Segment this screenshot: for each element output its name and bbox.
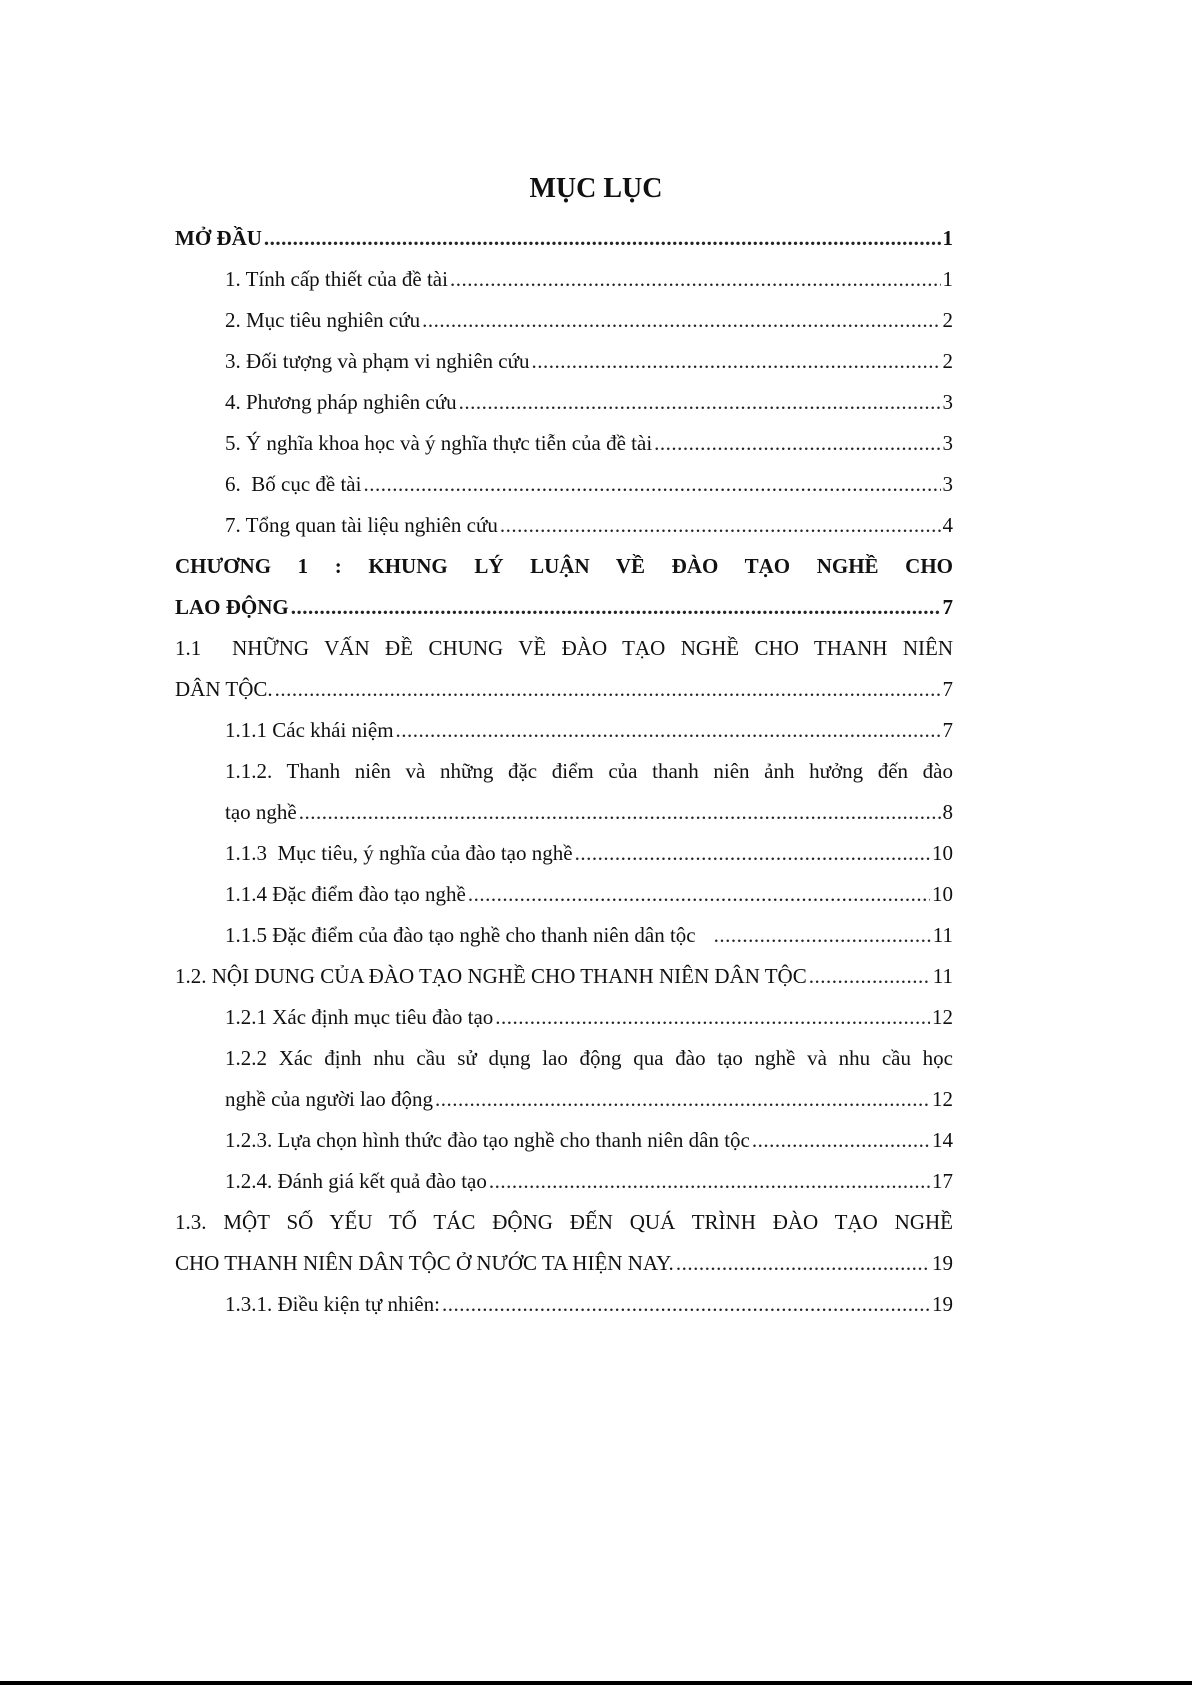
dot-leader — [468, 874, 930, 915]
toc-entry-text: 1.2.4. Đánh giá kết quả đào tạo — [225, 1169, 487, 1193]
toc-entry-text: 1.2. NỘI DUNG CỦA ĐÀO TẠO NGHỀ CHO THANH NIÊN DÂN TỘC — [175, 964, 807, 988]
toc-entry-text: 2. Mục tiêu nghiên cứu — [225, 308, 421, 332]
dot-leader — [676, 1243, 930, 1284]
toc-entry-text-line1: 1.3. MỘT SỐ YẾU TỐ TÁC ĐỘNG ĐẾN QUÁ TRÌNH ĐÀO TẠO NGHỀ — [175, 1210, 953, 1234]
toc-entry-1-2-2[interactable] — [175, 1038, 953, 1120]
dot-leader — [500, 505, 941, 546]
toc-entry-text: 1.1.1 Các khái niệm — [225, 718, 394, 742]
toc-page-number: 11 — [932, 923, 953, 947]
toc-entry-text: CHO THANH NIÊN DÂN TỘC Ở NƯỚC TA HIỆN NAY. — [175, 1251, 674, 1275]
toc-entry-5[interactable] — [175, 423, 953, 464]
toc-entry-1-1-3[interactable] — [175, 833, 953, 874]
toc-page-number: 3 — [942, 390, 953, 414]
toc-entry-text: 1.1.4 Đặc điểm đào tạo nghề — [225, 882, 466, 906]
toc-entry-text: DÂN TỘC. — [175, 677, 273, 701]
toc-page-number: 19 — [932, 1292, 953, 1316]
toc-page-number: 11 — [932, 964, 953, 988]
toc-entry-chuong-1[interactable] — [175, 546, 953, 628]
page-title: MỤC LỤC — [529, 173, 663, 204]
toc-entry-4[interactable] — [175, 382, 953, 423]
dot-leader — [442, 1284, 930, 1325]
toc-page-number: 14 — [932, 1128, 953, 1152]
dot-leader — [299, 792, 941, 833]
dot-leader — [422, 300, 940, 341]
toc-page-number: 7 — [942, 718, 953, 742]
toc-entry-6[interactable] — [175, 464, 953, 505]
toc-entry-1-3[interactable] — [175, 1202, 953, 1284]
toc-entry-text-line1: 1.2.2 Xác định nhu cầu sử dụng lao động qua đào tạo nghề và nhu cầu học — [225, 1046, 953, 1070]
toc-entry-text: 1. Tính cấp thiết của đề tài — [225, 267, 448, 291]
toc-entry-2[interactable] — [175, 300, 953, 341]
dot-leader — [450, 259, 941, 300]
toc-entry-7[interactable] — [175, 505, 953, 546]
toc-entry-text: 1.1.3 Mục tiêu, ý nghĩa của đào tạo nghề — [225, 841, 573, 865]
toc-page-number: 7 — [942, 677, 953, 701]
toc-page-number: 2 — [942, 308, 953, 332]
toc-entry-1-1-2[interactable] — [175, 751, 953, 833]
toc-entry-1-3-1[interactable] — [175, 1284, 953, 1325]
toc-entry-text: LAO ĐỘNG — [175, 595, 289, 619]
table-of-contents — [175, 218, 953, 1325]
toc-entry-text: MỞ ĐẦU — [175, 226, 262, 250]
dot-leader — [459, 382, 941, 423]
toc-entry-text: 1.3.1. Điều kiện tự nhiên: — [225, 1292, 440, 1316]
toc-entry-text: 3. Đối tượng và phạm vi nghiên cứu — [225, 349, 530, 373]
page-bottom-border — [0, 1681, 1192, 1685]
dot-leader — [489, 1161, 930, 1202]
toc-entry-text: 7. Tổng quan tài liệu nghiên cứu — [225, 513, 498, 537]
toc-entry-mo-dau[interactable] — [175, 218, 953, 259]
toc-page-number: 12 — [932, 1005, 953, 1029]
toc-entry-text: 1.1.5 Đặc điểm của đào tạo nghề cho thanh niên dân tộc — [225, 923, 696, 947]
toc-page-number: 12 — [932, 1087, 953, 1111]
toc-entry-1-2-3[interactable] — [175, 1120, 953, 1161]
dot-leader — [714, 915, 931, 956]
toc-page-number: 1 — [942, 267, 953, 291]
dot-leader — [275, 669, 941, 710]
toc-page-number: 4 — [942, 513, 953, 537]
toc-entry-text: 5. Ý nghĩa khoa học và ý nghĩa thực tiễn của đề tài — [225, 431, 653, 455]
dot-leader — [495, 997, 930, 1038]
dot-leader — [752, 1120, 930, 1161]
toc-page-number: 2 — [942, 349, 953, 373]
toc-page-number: 7 — [942, 595, 953, 619]
toc-entry-1-1[interactable] — [175, 628, 953, 710]
toc-entry-1-2[interactable] — [175, 956, 953, 997]
toc-entry-1-2-4[interactable] — [175, 1161, 953, 1202]
toc-page-number: 10 — [932, 882, 953, 906]
dot-leader — [435, 1079, 930, 1120]
toc-entry-text: nghề của người lao động — [225, 1087, 433, 1111]
dot-leader — [264, 218, 941, 259]
toc-entry-text-line1: CHƯƠNG 1 : KHUNG LÝ LUẬN VỀ ĐÀO TẠO NGHỀ CHO — [175, 554, 953, 578]
toc-page-number: 3 — [942, 472, 953, 496]
dot-leader — [396, 710, 941, 751]
toc-entry-1-1-5[interactable] — [175, 915, 953, 956]
toc-entry-text: 4. Phương pháp nghiên cứu — [225, 390, 457, 414]
toc-entry-3[interactable] — [175, 341, 953, 382]
toc-entry-text: 6. Bố cục đề tài — [225, 472, 362, 496]
toc-entry-text: tạo nghề — [225, 800, 297, 824]
toc-page-number: 10 — [932, 841, 953, 865]
dot-leader — [532, 341, 941, 382]
toc-page-number: 1 — [942, 226, 953, 250]
dot-leader — [291, 587, 941, 628]
toc-page-number: 17 — [932, 1169, 953, 1193]
toc-page-number: 19 — [932, 1251, 953, 1275]
toc-entry-1-1-1[interactable] — [175, 710, 953, 751]
toc-page-number: 3 — [942, 431, 953, 455]
dot-leader — [575, 833, 930, 874]
toc-entry-text: 1.2.1 Xác định mục tiêu đào tạo — [225, 1005, 494, 1029]
dot-leader — [654, 423, 940, 464]
toc-entry-text-line1: 1.1.2. Thanh niên và những đặc điểm của thanh niên ảnh hưởng đến đào — [225, 759, 953, 783]
toc-entry-1[interactable] — [175, 259, 953, 300]
toc-entry-1-1-4[interactable] — [175, 874, 953, 915]
toc-entry-text: 1.2.3. Lựa chọn hình thức đào tạo nghề cho thanh niên dân tộc — [225, 1128, 750, 1152]
dot-leader — [363, 464, 940, 505]
toc-page-number: 8 — [942, 800, 953, 824]
dot-leader — [809, 956, 931, 997]
toc-entry-text-line1: 1.1 NHỮNG VẤN ĐỀ CHUNG VỀ ĐÀO TẠO NGHỀ CHO THANH NIÊN — [175, 636, 953, 660]
toc-entry-1-2-1[interactable] — [175, 997, 953, 1038]
